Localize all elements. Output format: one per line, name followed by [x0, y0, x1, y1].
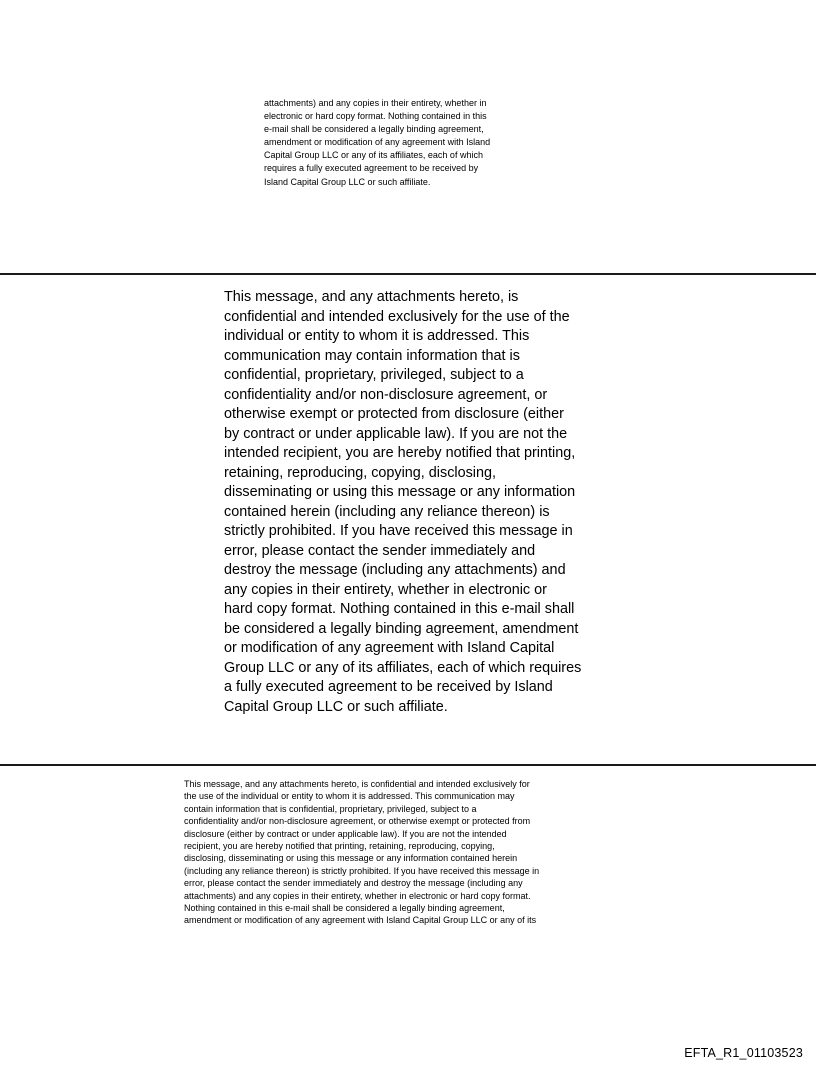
disclaimer-line: otherwise exempt or protected from disclosure (either [224, 406, 564, 422]
disclaimer-block-small-top [264, 97, 490, 189]
disclaimer-line: by contract or under applicable law). If you are not the [224, 425, 568, 442]
disclaimer-line: electronic or hard copy format. Nothing contained in this [264, 111, 487, 122]
disclaimer-line: strictly prohibited. If you have received this message in [224, 523, 573, 539]
disclaimer-line: confidentiality and/or non-disclosure agreement, or [224, 386, 548, 403]
disclaimer-line: Capital Group LLC or any of its affiliates, each of which [264, 150, 483, 161]
disclaimer-line: amendment or modification of any agreement with Island [264, 137, 491, 148]
disclaimer-line: confidential and intended exclusively for the use of the [224, 308, 570, 325]
disclaimer-line: attachments) and any copies in their entirety, whether in [264, 98, 487, 108]
disclaimer-line: communication may contain information that is [224, 347, 520, 364]
disclaimer-line: disclosure (either by contract or under applicable law). If you are not the intended [184, 828, 507, 839]
disclaimer-block-large [224, 288, 581, 717]
disclaimer-line: requires a fully executed agreement to be received by [264, 163, 479, 174]
disclaimer-line: error, please contact the sender immediately and destroy the message (including any [184, 878, 523, 889]
disclaimer-line: or modification of any agreement with Island Capital [224, 640, 555, 656]
disclaimer-line: be considered a legally binding agreement, amendment [224, 620, 579, 637]
disclaimer-line: This message, and any attachments hereto, is [224, 289, 519, 305]
disclaimer-line: Island Capital Group LLC or such affiliate. [264, 176, 431, 187]
disclaimer-line: Group LLC or any of its affiliates, each of which requires [224, 659, 582, 676]
horizontal-divider [0, 273, 816, 275]
disclaimer-line: recipient, you are hereby notified that printing, retaining, reproducing, copying, [184, 841, 495, 852]
disclaimer-line: amendment or modification of any agreement with Island Capital Group LLC or any of its [184, 915, 537, 926]
horizontal-divider [0, 764, 816, 766]
disclaimer-line: destroy the message (including any attachments) and [224, 562, 566, 578]
disclaimer-line: disseminating or using this message or any information [224, 484, 576, 500]
disclaimer-line: retaining, reproducing, copying, disclosing, [224, 464, 496, 481]
disclaimer-line: Nothing contained in this e-mail shall be considered a legally binding agreement, [184, 903, 505, 914]
disclaimer-line: error, please contact the sender immediately and [224, 542, 536, 559]
disclaimer-line: the use of the individual or entity to whom it is addressed. This communication may [184, 791, 515, 802]
disclaimer-line: contained herein (including any reliance thereon) is [224, 503, 550, 520]
disclaimer-line: (including any reliance thereon) is strictly prohibited. If you have received this message in [184, 865, 540, 876]
disclaimer-line: individual or entity to whom it is addressed. This [224, 328, 530, 344]
disclaimer-line: This message, and any attachments hereto, is confidential and intended exclusively for [184, 779, 530, 789]
disclaimer-line: disclosing, disseminating or using this message or any information contained herein [184, 853, 518, 864]
disclaimer-line: any copies in their entirety, whether in electronic or [224, 581, 547, 598]
disclaimer-line: Capital Group LLC or such affiliate. [224, 698, 448, 715]
disclaimer-block-small-bottom [184, 778, 539, 927]
disclaimer-line: attachments) and any copies in their entirety, whether in electronic or hard copy format. [184, 890, 531, 901]
disclaimer-line: contain information that is confidential, proprietary, privileged, subject to a [184, 803, 477, 814]
disclaimer-line: a fully executed agreement to be received by Island [224, 679, 553, 695]
disclaimer-line: intended recipient, you are hereby notified that printing, [224, 445, 576, 461]
disclaimer-line: confidential, proprietary, privileged, subject to a [224, 367, 524, 383]
disclaimer-line: hard copy format. Nothing contained in this e-mail shall [224, 601, 575, 617]
disclaimer-line: e-mail shall be considered a legally binding agreement, [264, 124, 484, 135]
document-id-footer: EFTA_R1_01103523 [684, 1046, 803, 1060]
disclaimer-line: confidentiality and/or non-disclosure agreement, or otherwise exempt or protected from [184, 816, 531, 827]
